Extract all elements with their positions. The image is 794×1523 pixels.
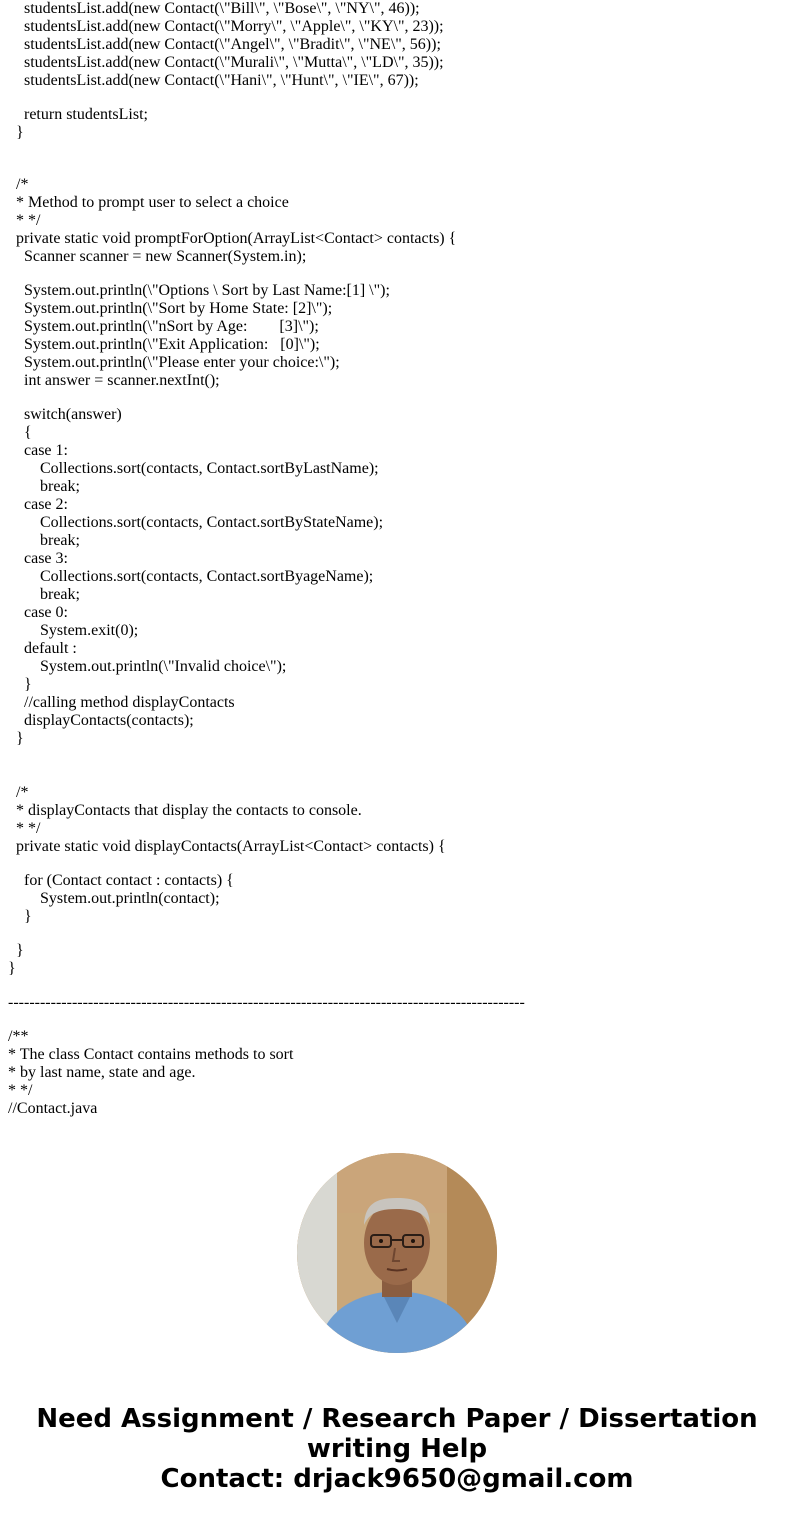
code-line: break; <box>8 586 80 603</box>
contact-email: Contact: drjack9650@gmail.com <box>160 1464 634 1494</box>
code-line: System.out.println(\"Please enter your choice:\"); <box>8 354 340 371</box>
code-line: case 2: <box>8 496 68 513</box>
code-comment: //Contact.java <box>8 1100 98 1117</box>
code-comment: /** <box>8 1028 29 1045</box>
code-line: studentsList.add(new Contact(\"Angel\", \"Bradit\", \"NE\", 56)); <box>8 36 441 53</box>
code-comment: * The class Contact contains methods to sort <box>8 1046 294 1063</box>
code-line: } <box>8 908 32 925</box>
code-line: return studentsList; <box>8 106 148 123</box>
code-line: Collections.sort(contacts, Contact.sortByageName); <box>8 568 374 585</box>
promo-headline-continued: writing Help <box>306 1434 488 1464</box>
code-comment: //calling method displayContacts <box>8 694 235 711</box>
code-line: switch(answer) <box>8 406 122 423</box>
code-line: } <box>8 730 24 747</box>
code-line: studentsList.add(new Contact(\"Morry\", \"Apple\", \"KY\", 23)); <box>8 18 444 35</box>
code-line: displayContacts(contacts); <box>8 712 194 729</box>
code-line: case 3: <box>8 550 68 567</box>
person-portrait-icon <box>297 1153 497 1353</box>
divider-line: ------------------------------------------------------------------------------------------------- <box>8 994 525 1011</box>
avatar <box>297 1153 497 1353</box>
code-line: case 0: <box>8 604 68 621</box>
code-line: Collections.sort(contacts, Contact.sortByLastName); <box>8 460 379 477</box>
code-line: case 1: <box>8 442 68 459</box>
code-comment: * */ <box>8 820 41 837</box>
code-line: studentsList.add(new Contact(\"Bill\", \"Bose\", \"NY\", 46)); <box>8 0 420 17</box>
code-comment: * Method to prompt user to select a choice <box>8 194 289 211</box>
code-line: System.out.println(\"Invalid choice\"); <box>8 658 287 675</box>
code-line: System.exit(0); <box>8 622 139 639</box>
code-line: private static void promptForOption(ArrayList<Contact> contacts) { <box>8 230 457 247</box>
code-line: int answer = scanner.nextInt(); <box>8 372 220 389</box>
code-line: System.out.println(\"Sort by Home State: [2]\"); <box>8 300 333 317</box>
code-comment: * */ <box>8 1082 33 1099</box>
code-line: studentsList.add(new Contact(\"Hani\", \"Hunt\", \"IE\", 67)); <box>8 72 419 89</box>
code-comment: * */ <box>8 212 41 229</box>
code-line: System.out.println(\"nSort by Age: [3]\"); <box>8 318 319 335</box>
code-line: default : <box>8 640 77 657</box>
code-line: Scanner scanner = new Scanner(System.in); <box>8 248 307 265</box>
code-line: studentsList.add(new Contact(\"Murali\", \"Mutta\", \"LD\", 35)); <box>8 54 444 71</box>
code-line: for (Contact contact : contacts) { <box>8 872 234 889</box>
code-line: System.out.println(contact); <box>8 890 220 907</box>
code-line: break; <box>8 478 80 495</box>
code-comment: /* <box>8 176 29 193</box>
code-line: { <box>8 424 32 441</box>
code-line: } <box>8 960 16 977</box>
code-line: break; <box>8 532 80 549</box>
code-line: Collections.sort(contacts, Contact.sortByStateName); <box>8 514 384 531</box>
code-line: System.out.println(\"Exit Application: [0]\"); <box>8 336 320 353</box>
code-line: } <box>8 942 24 959</box>
code-comment: * by last name, state and age. <box>8 1064 196 1081</box>
code-comment: /* <box>8 784 29 801</box>
code-line: private static void displayContacts(ArrayList<Contact> contacts) { <box>8 838 446 855</box>
code-line: } <box>8 124 24 141</box>
code-comment: * displayContacts that display the contacts to console. <box>8 802 362 819</box>
code-line: System.out.println(\"Options \ Sort by Last Name:[1] \"); <box>8 282 390 299</box>
promo-headline: Need Assignment / Research Paper / Dissertation <box>36 1404 758 1434</box>
code-line: } <box>8 676 32 693</box>
